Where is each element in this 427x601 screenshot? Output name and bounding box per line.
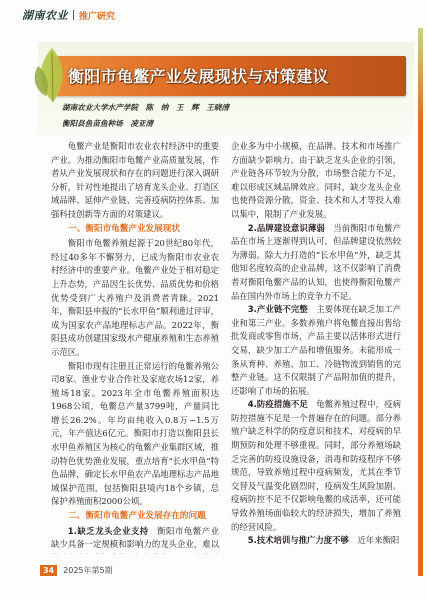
page-footer: [40, 565, 113, 576]
author-line: [62, 102, 229, 113]
author-line: [62, 118, 153, 129]
problem-item-text: 当前衡阳市龟鳖产品在市场上逐渐得到认可，但品牌建设依然较为薄弱。除大力打造的“长水甲鱼”外，缺乏其他知名度较高的企业品牌，这不仅影响了消费者对衡阳龟鳖产品的认知，也使得衡阳龟鳖产品在国内外市场上的竞争力不足。: [231, 222, 401, 301]
author-names: 陈 纳 王 辉 王晓清: [145, 103, 230, 112]
problem-item-title: 5.技术培训与推广力度不够: [247, 535, 349, 546]
problem-item-text: 衡阳市龟鳖产业缺少具备一定规模和影响力的龙头企业，难以: [51, 525, 219, 550]
continued-paragraph: 企业多为中小规模，在品牌、技术和市场推广方面缺少影响力。由于缺乏龙头企业的引领，产业链各环节较为分散，市场整合能力不足，难以形成区域品牌效应。同时，缺少龙头企业也使得资源分散，资金、技术和人才等投入难以集中，限制了产业发展。: [231, 141, 401, 219]
problem-item-text: 近年来衡阳: [357, 535, 400, 546]
page-number: 34: [40, 565, 57, 576]
magazine-masthead: 湖南农业: [22, 9, 68, 22]
problem-item-title: 4.防疫措施不足: [247, 399, 308, 410]
right-column: [231, 140, 401, 554]
author-affiliation: 湖南农业大学水产学院: [62, 103, 138, 112]
body-paragraph: 衡阳市现有注册且正常运行的龟鳖养殖公司8家、渔业专业合作社及家庭农场12家，养殖场18家。2023年全市龟鳖养殖面积达1968公顷，龟鳖总产量3799吨，产量同比增长26.2%。年均亩纯收入0.8万~1.5万元，年产值达6亿元。衡阳市打造以衡阳县长水甲鱼养殖区为核心的龟鳖产业集群区域，推动特色优势渔业发展，重点培育“长水甲鱼”特色品牌，确定长水甲鱼农产品地理标志产品地域保护范围，包括衡阳县境内18个乡镇，总保护养殖面积2000公顷。: [51, 360, 219, 507]
problem-item-title: 1.缺乏龙头企业支持: [67, 525, 149, 536]
problem-item-title: 3.产业链不完整: [247, 304, 308, 315]
problem-item: [231, 303, 401, 398]
author-affiliation: 衡阳县鱼苗鱼种场: [62, 119, 123, 128]
section-heading: 二、衡阳市龟鳖产业发展存在的问题: [68, 511, 206, 522]
abstract-paragraph: 龟鳖产业是衡阳市农业农村经济中的重要产业。为推动衡阳市龟鳖产业高质量发展，作者从产业发展现状和存在的问题进行深入调研分析，针对性地提出了培育龙头企业、打造区域品牌、延伸产业链、完善疫病防控体系、加强科技创新等方面的对策建议。: [51, 141, 219, 219]
problem-item-text: 龟鳖养殖过程中，疫病防控措施不足是一个普遍存在的问题。部分养殖户缺乏科学的防疫意识和技术，对疫病的早期预防和处理不够重视。同时，部分养殖场缺乏完善的防疫设施设备，消毒和防疫程序不够规范，导致养殖过程中疫病频发，尤其在季节交替及气温变化剧烈时，疫病发生风险加剧。疫病防控不足不仅影响龟鳖的成活率，还可能导致养殖场面临较大的经济损失，增加了养殖的经营风险。: [231, 399, 401, 532]
article-title: 衡阳市龟鳖产业发展现状与对策建议: [68, 67, 329, 86]
author-names: 凌亚清: [130, 119, 154, 128]
problem-item-title: 2.品牌建设意识薄弱: [247, 222, 325, 233]
section-heading: 一、衡阳市龟鳖产业发展现状: [68, 223, 180, 234]
header-divider: [73, 10, 74, 20]
running-header: [22, 7, 115, 23]
column-section-label: 推广研究: [79, 11, 116, 22]
left-column: [51, 140, 219, 554]
problem-item: [231, 398, 401, 534]
problem-item: [231, 534, 401, 548]
body-paragraph: 衡阳市龟鳖养殖起源于20世纪80年代，经过40多年不懈努力，已成为衡阳市农业农村经济中的重要产业。龟鳖产业处于相对稳定上升态势，产品因生长优势、品质优势和价格优势受到广大养殖户及消费者青睐。2021年，衡阳县申报的“长水甲鱼”顺利通过评审，成为国家农产品地理标志产品。2022年，衡阳县成功创建国家级水产健康养殖和生态养殖示范区。: [51, 238, 219, 357]
issue-label: 2025年第5期: [63, 566, 113, 575]
problem-item: [51, 525, 219, 554]
page-edge-tab: [418, 28, 423, 576]
problem-item: [231, 222, 401, 304]
problem-item-text: 主要体现在缺乏加工产业和第三产业。多数养殖户将龟鳖直接出售给批发商或零售市场，产品主要以活体形式进行交易，缺少加工产品和增值服务。未能形成一条从育种、养殖、加工、冷链物流到销售的完整产业链。这不仅限制了产品附加值的提升，还影响了市场的拓展。: [231, 304, 401, 396]
